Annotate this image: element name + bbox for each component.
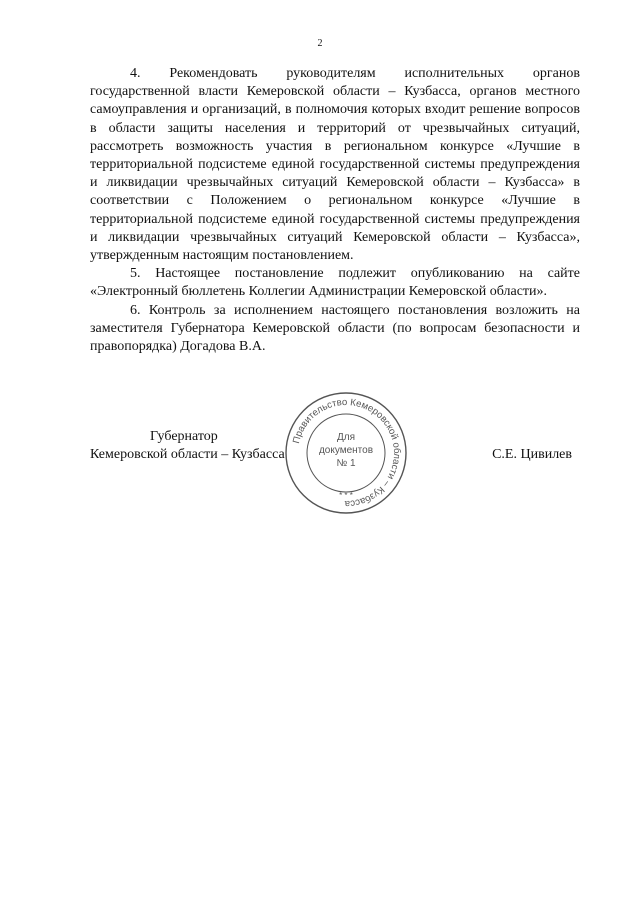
seal-stars: * * * — [339, 491, 353, 500]
paragraph-4: 4. Рекомендовать руководителям исполнительных органов государственной власти Кемеровской области – Кузбасса, органов местного самоуправления и организаций, в полномочия которых входит решение вопросов в области защиты населения и территорий от чрезвычайных ситуаций, рассмотреть возможность участия в региональном конкурсе «Лучшие в территориальной подсистеме единой государственной системы предупреждения и ликвидации чрезвычайных ситуаций Кемеровской области – Кузбасса» в соответствии с Положением о региональном конкурсе «Лучшие в территориальной подсистеме единой государственной системы предупреждения и ликвидации чрезвычайных ситуаций Кемеровской области – Кузбасса», утвержденным настоящим постановлением. — [90, 66, 580, 264]
seal-center-line2: документов — [318, 445, 374, 456]
page-number: 2 — [317, 38, 323, 49]
seal-ring-text: Правительство Кемеровской области – Кузбасса — [290, 396, 403, 510]
paragraph-5: 5. Настоящее постановление подлежит опубликованию на сайте «Электронный бюллетень Коллегии Администрации Кемеровской области». — [90, 266, 580, 300]
signer-title-line2: Кемеровской области – Кузбасса — [90, 447, 285, 462]
paragraph-6: 6. Контроль за исполнением настоящего постановления возложить на заместителя Губернатора Кемеровской области (по вопросам безопасности и правопорядка) Догадова В.А. — [90, 302, 580, 355]
seal-center-line3: № 1 — [336, 458, 356, 469]
signer-name: С.Е. Цивилев — [492, 447, 572, 462]
seal-graphic — [283, 390, 409, 516]
signer-title-line1: Губернатор — [150, 429, 218, 444]
seal-center-line1: Для — [336, 432, 356, 443]
document-body — [90, 65, 580, 356]
official-seal-stamp — [283, 390, 409, 516]
